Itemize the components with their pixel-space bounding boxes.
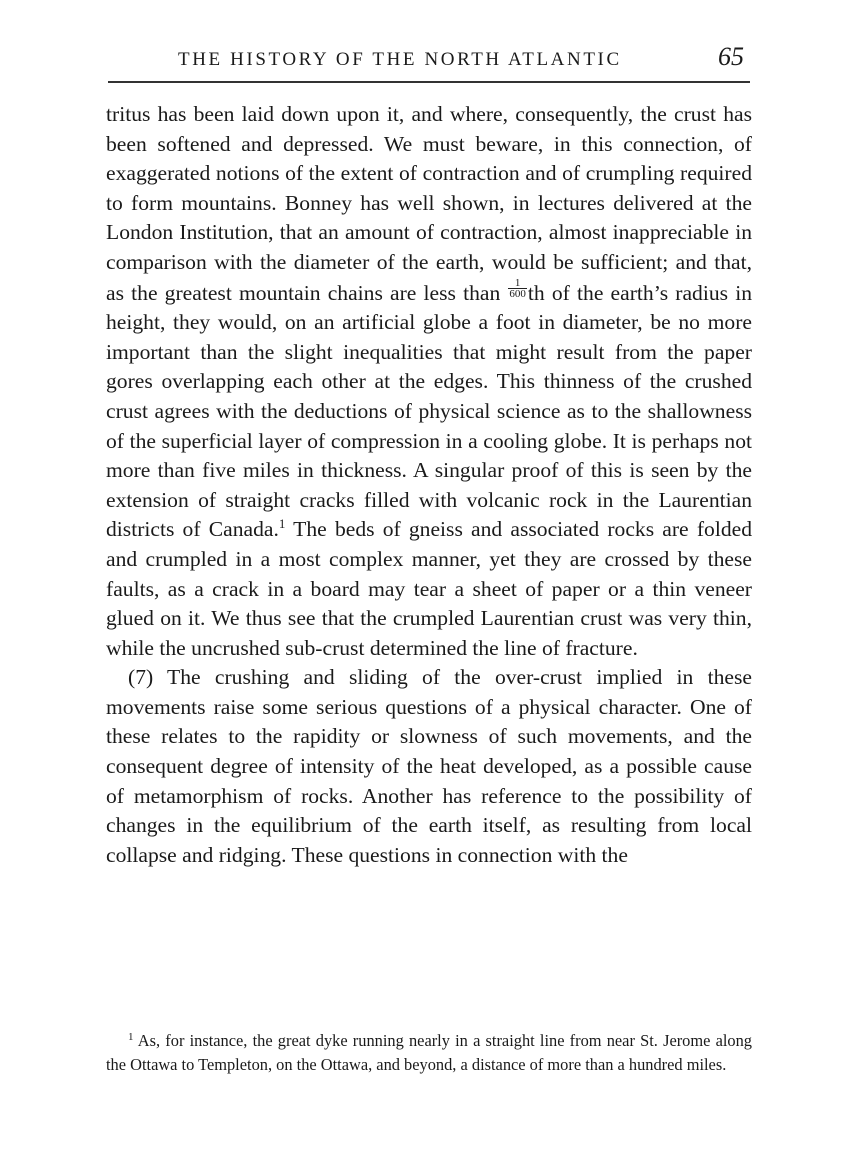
footnote	[106, 1029, 752, 1076]
fraction-numerator: 1	[508, 278, 527, 289]
footnote-reference: 1	[278, 516, 286, 532]
running-head	[108, 40, 750, 80]
running-title: THE HISTORY OF THE NORTH ATLANTIC	[178, 49, 622, 70]
paragraph-1-text-c: The beds of gneiss and associated rocks are folded and crumpled in a most complex manner, yet they are crossed by these faults, as a crack in a board may tear a sheet of paper or a thin veneer glued on it. We thus see that the crumpled Laurentian crust was very thin, while the uncrushed sub-crust determined the line of fracture.	[106, 517, 752, 660]
footnote-marker: 1	[128, 1031, 134, 1043]
paragraph-2: (7) The crushing and sliding of the over-crust implied in these movements raise some serious questions of a physical character. One of these relates to the rapidity or slowness of such movements, and the consequent degree of intensity of the heat developed, as a possible cause of metamorphism of rocks. Another has reference to the possibility of changes in the equilibrium of the earth itself, as resulting from local collapse and ridging. These questions in connection with the	[106, 665, 752, 867]
paragraph-1-text-a: tritus has been laid down upon it, and where, consequently, the crust has been softened and depressed. We must beware, in this connection, of exaggerated notions of the extent of contraction and of crumpling required to form mountains. Bonney has well shown, in lectures delivered at the London Institution, that an amount of contraction, almost inappreciable in comparison with the diameter of the earth, would be sufficient; and that, as the greatest mountain chains are less than	[106, 102, 752, 305]
fraction	[508, 278, 527, 299]
body-text	[106, 100, 752, 870]
footnote-text: As, for instance, the great dyke running nearly in a straight line from near St. Jerome along the Ottawa to Templeton, on the Ottawa, and beyond, a distance of more than a hundred miles.	[106, 1031, 752, 1074]
paragraph-1	[106, 100, 752, 663]
header-rule	[108, 81, 750, 83]
page-number: 65	[718, 42, 744, 71]
fraction-denominator: 600	[509, 287, 526, 300]
paragraph-1-text-b: of the earth’s radius in height, they would, on an artificial globe a foot in diameter, be no more important than the slight inequalities that might result from the paper gores overlapping each other at the edges. This thinness of the crushed crust agrees with the deductions of physical science as to the shallowness of the superficial layer of compression in a cooling globe. It is perhaps not more than five miles in thickness. A singular proof of this is seen by the extension of straight cracks filled with volcanic rock in the Laurentian districts of Canada.	[106, 280, 752, 542]
fraction-suffix: th	[527, 280, 545, 305]
